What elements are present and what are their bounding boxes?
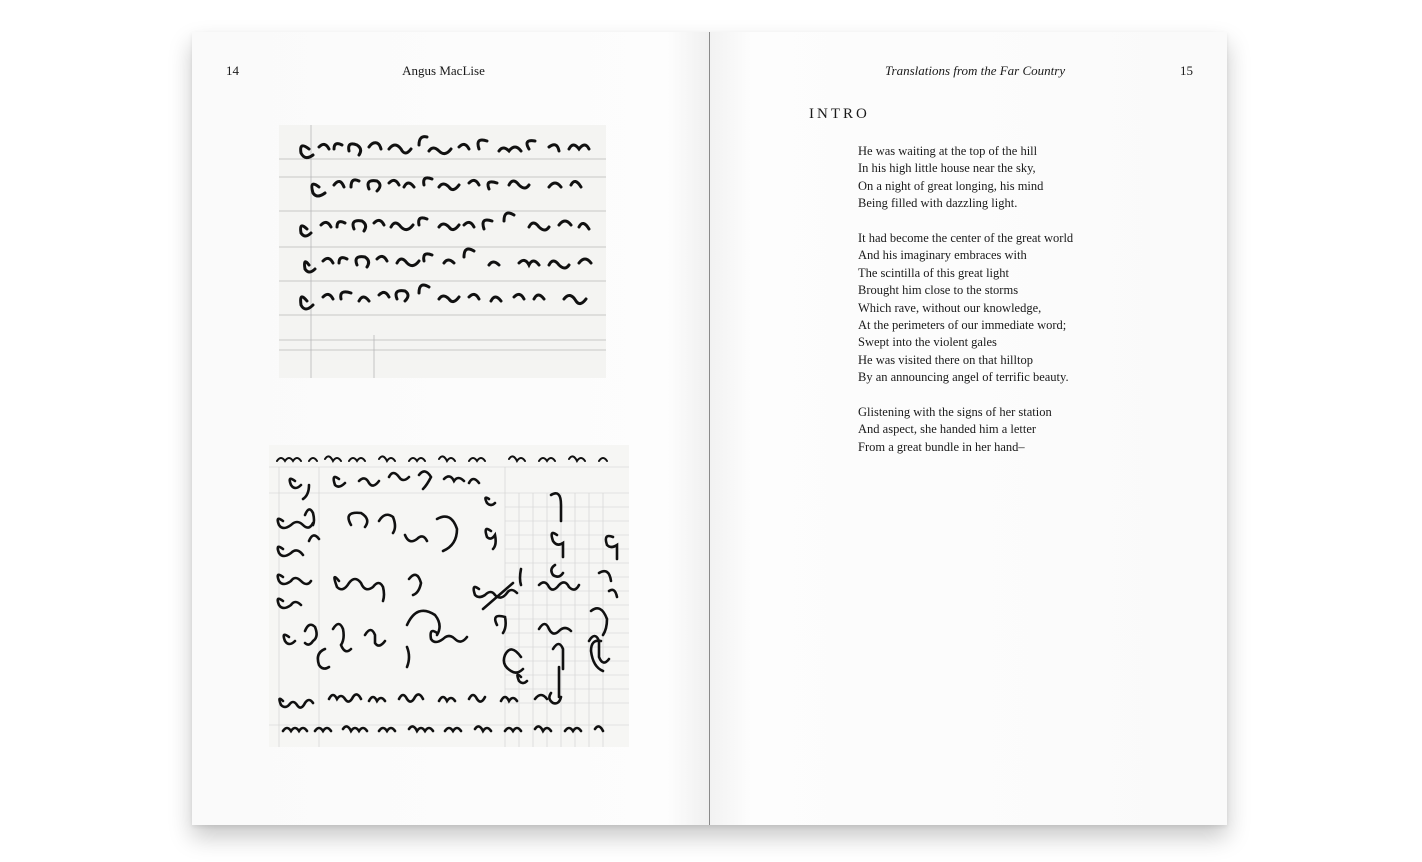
poem-line: He was waiting at the top of the hill: [858, 144, 1038, 158]
right-page: [710, 32, 1227, 825]
section-title: INTRO: [809, 106, 870, 122]
handwriting-scan-lined: [279, 125, 606, 378]
poem-line: Swept into the violent gales: [858, 335, 997, 350]
handwriting-grid-image: [269, 445, 629, 747]
poem-line: From a great bundle in her hand–: [858, 439, 1025, 454]
left-page-number: 14: [226, 63, 239, 78]
poem-line: Which rave, without our knowledge,: [858, 300, 1042, 315]
poem-line: The scintilla of this great light: [858, 265, 1010, 280]
book-spread: [192, 32, 1227, 825]
stanza: [858, 143, 1073, 213]
stanza: [858, 404, 1073, 456]
poem-line: It had become the center of the great world: [858, 231, 1074, 246]
right-page-number: 15: [1180, 63, 1193, 78]
left-page: [192, 32, 709, 825]
poem-line: At the perimeters of our immediate word;: [858, 318, 1067, 333]
poem-line: In his high little house near the sky,: [858, 161, 1036, 176]
poem-text: [858, 143, 1073, 474]
right-running-head: Translations from the Far Country: [885, 63, 1066, 78]
poem-line: On a night of great longing, his mind: [858, 178, 1044, 193]
poem-line: Brought him close to the storms: [858, 283, 1019, 298]
handwriting-scan-grid: [269, 445, 629, 747]
handwriting-lined-image: [279, 125, 606, 378]
poem-line: Glistening with the signs of her station: [858, 405, 1052, 420]
left-running-head: Angus MacLise: [402, 63, 485, 78]
poem-line: By an announcing angel of terrific beauty.: [858, 370, 1069, 385]
poem-line: And his imaginary embraces with: [858, 248, 1027, 263]
poem-line: Being filled with dazzling light.: [858, 196, 1018, 211]
poem-line: And aspect, she handed him a letter: [858, 422, 1037, 437]
poem-line: He was visited there on that hilltop: [858, 352, 1033, 367]
stanza: [858, 230, 1073, 387]
